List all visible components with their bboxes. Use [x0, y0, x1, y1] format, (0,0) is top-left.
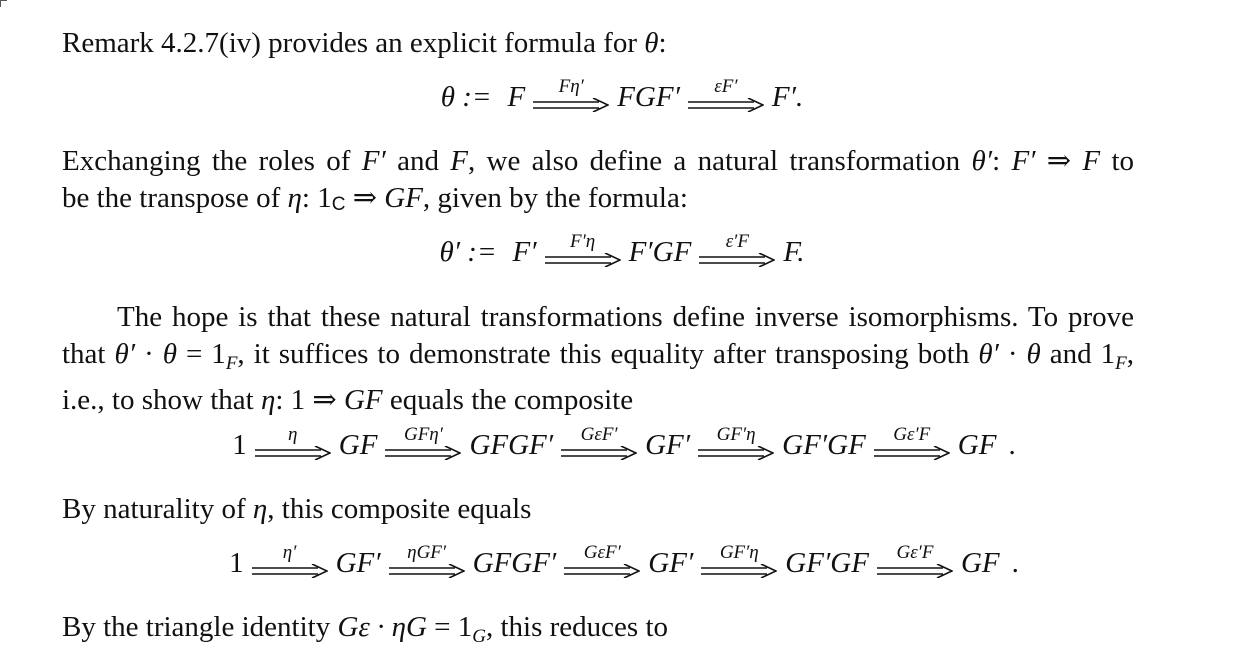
- equation-composite-two: [0, 542, 1246, 580]
- text-run: ·: [135, 338, 163, 370]
- diagram-object: GF′: [645, 429, 691, 461]
- double-arrow-icon: [389, 564, 465, 578]
- double-arrow: [561, 426, 637, 460]
- diagram-object: GF: [957, 429, 997, 461]
- equation-composite-one: [0, 424, 1246, 462]
- math-run: θ: [1026, 338, 1041, 370]
- text-run: to: [1100, 145, 1135, 177]
- text-run: be the transpose of: [62, 182, 288, 214]
- double-arrow: [699, 233, 775, 267]
- double-arrow: [389, 544, 465, 578]
- arrow-label: GF′η: [716, 424, 756, 445]
- equation-theta-prime-definition: [0, 231, 1246, 269]
- double-arrow-icon: [688, 98, 764, 112]
- text-run: ·: [998, 338, 1027, 370]
- double-arrow-icon: [877, 564, 953, 578]
- diagram-object: 1: [232, 429, 247, 461]
- diagram-object: F.: [783, 236, 805, 268]
- text-run: = 1: [176, 338, 226, 370]
- text-run: , we also define a natural transformation: [467, 145, 972, 177]
- paragraph-inverse-isomorphisms: [62, 299, 1134, 419]
- math-subscript: F: [225, 353, 238, 374]
- text-run: : 1 ⇒: [275, 384, 344, 416]
- math-run: F: [1082, 145, 1101, 177]
- equation-period: .: [1011, 547, 1019, 579]
- text-run: :: [658, 27, 667, 59]
- text-run: equals the composite: [382, 384, 634, 416]
- diagram-object: GF: [338, 429, 378, 461]
- text-run: and: [385, 145, 451, 177]
- arrow-label: GεF′: [580, 424, 618, 445]
- math-run: F′: [361, 145, 386, 177]
- equation-period: .: [1008, 429, 1016, 461]
- arrow-label: Gε′F: [896, 542, 934, 563]
- text-run: and 1: [1040, 338, 1116, 370]
- paragraph-naturality: [62, 491, 1134, 528]
- arrow-label: η: [288, 424, 298, 445]
- paragraph-line: [62, 143, 1134, 180]
- diagram-object: F′.: [771, 81, 804, 113]
- paragraph-line: [62, 382, 1134, 419]
- text-run: By the triangle identity: [62, 611, 338, 643]
- paragraph-line: [62, 299, 1134, 336]
- text-run: Exchanging the roles of: [62, 145, 362, 177]
- math-run: GF: [343, 384, 383, 416]
- double-arrow: [564, 544, 640, 578]
- double-arrow-icon: [545, 253, 621, 267]
- double-arrow: [545, 233, 621, 267]
- text-run: ⇒: [345, 182, 385, 214]
- double-arrow: [701, 544, 777, 578]
- arrow-label: η′: [282, 542, 297, 563]
- paragraph-line: [62, 180, 1134, 223]
- diagram-object: 1: [229, 547, 244, 579]
- arrow-label: ηGF′: [407, 542, 447, 563]
- diagram-object: GF′: [648, 547, 694, 579]
- text-run: , this composite equals: [267, 493, 532, 525]
- math-theta: θ: [644, 27, 659, 59]
- double-arrow-icon: [564, 564, 640, 578]
- diagram-object: FGF′: [617, 81, 680, 113]
- double-arrow-icon: [701, 564, 777, 578]
- double-arrow: [385, 426, 461, 460]
- math-run: η: [287, 182, 302, 214]
- text-run: :: [992, 145, 1012, 177]
- double-arrow-icon: [874, 446, 950, 460]
- equation-lhs: θ′ :=: [439, 236, 497, 268]
- double-arrow-icon: [533, 98, 609, 112]
- double-arrow-icon: [699, 253, 775, 267]
- diagram-object: GF′GF: [785, 547, 869, 579]
- arrow-label: F′η: [569, 231, 596, 252]
- double-arrow-icon: [252, 564, 328, 578]
- math-subscript: C: [331, 194, 346, 215]
- text-run: : 1: [301, 182, 332, 214]
- text-run: ⇒: [1035, 145, 1083, 177]
- math-run: θ′: [978, 338, 999, 370]
- page-corner-mark: [0, 0, 7, 7]
- arrow-label: GFη′: [403, 424, 443, 445]
- text-run: , this reduces to: [486, 611, 669, 643]
- text-run: The hope is that these natural transformations define inverse isomorphisms. To prove: [117, 301, 1134, 333]
- diagram-object: GF: [960, 547, 1000, 579]
- arrow-label: ε′F: [725, 231, 749, 252]
- diagram-object: F′: [512, 236, 537, 268]
- math-run: η: [260, 384, 276, 416]
- arrow-label: GF′η: [719, 542, 759, 563]
- double-arrow-icon: [698, 446, 774, 460]
- math-run: F′: [1011, 145, 1036, 177]
- paragraph-remark-reference: [62, 25, 1134, 62]
- paragraph-exchange-roles: [62, 143, 1134, 223]
- math-eta: η: [252, 493, 268, 525]
- text-run: , it suffices to demonstrate this equality after transposing both: [237, 338, 979, 370]
- diagram-object: GFGF′: [472, 547, 557, 579]
- double-arrow-icon: [385, 446, 461, 460]
- double-arrow-icon: [255, 446, 331, 460]
- paragraph-line: [62, 336, 1134, 382]
- math-run: θ: [162, 338, 177, 370]
- equation-theta-definition: [0, 76, 1246, 114]
- math-run: θ′: [971, 145, 993, 177]
- text-run: By naturality of: [62, 493, 253, 525]
- math-subscript: G: [472, 626, 486, 647]
- double-arrow-icon: [561, 446, 637, 460]
- math-run: F: [450, 145, 468, 177]
- paragraph-triangle-identity: [62, 609, 1134, 655]
- arrow-label: GεF′: [583, 542, 621, 563]
- double-arrow: [874, 426, 950, 460]
- text-run: = 1: [426, 611, 473, 643]
- arrow-label: Fη′: [558, 76, 584, 97]
- text-run: Remark 4.2.7(iv) provides an explicit formula for: [62, 27, 645, 59]
- double-arrow: [252, 544, 328, 578]
- diagram-object: GF′GF: [782, 429, 866, 461]
- text-run: that: [62, 338, 115, 370]
- double-arrow: [698, 426, 774, 460]
- text-run: ,: [1126, 338, 1135, 370]
- math-run: Gε · ηG: [337, 611, 427, 643]
- double-arrow: [877, 544, 953, 578]
- math-subscript: F: [1115, 353, 1127, 374]
- math-run: θ′: [114, 338, 136, 370]
- text-run: i.e., to show that: [62, 384, 261, 416]
- text-run: , given by the formula:: [422, 182, 688, 214]
- arrow-label: εF′: [714, 76, 738, 97]
- equation-lhs: θ :=: [440, 81, 492, 113]
- arrow-label: Gε′F: [893, 424, 931, 445]
- double-arrow: [688, 78, 764, 112]
- double-arrow: [533, 78, 609, 112]
- diagram-object: GF′: [335, 547, 381, 579]
- diagram-object: GFGF′: [469, 429, 554, 461]
- diagram-object: F: [507, 81, 526, 113]
- diagram-object: F′GF: [628, 236, 692, 268]
- math-run: GF: [384, 182, 423, 214]
- double-arrow: [255, 426, 331, 460]
